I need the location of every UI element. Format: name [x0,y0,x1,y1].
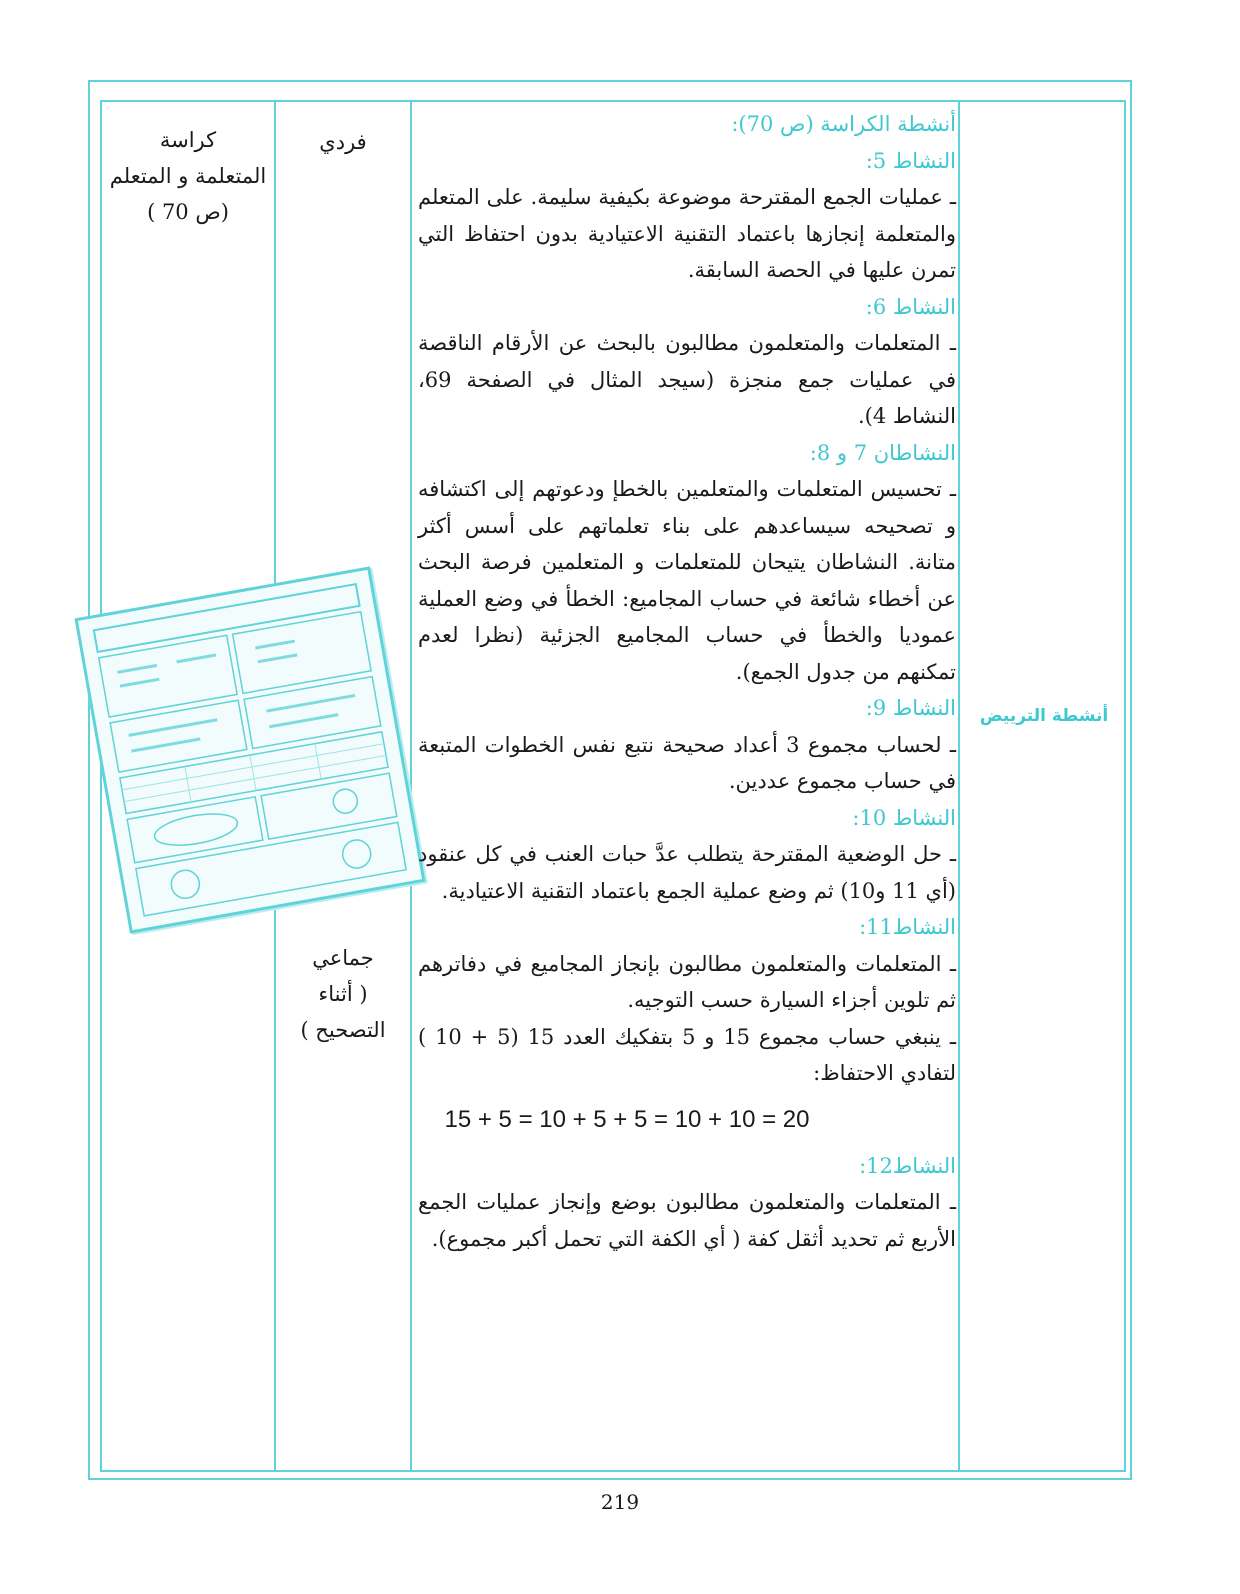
activity-title: النشاط11: [859,915,956,939]
workbook-page-sketch [78,570,422,930]
activity-text: ـ لحساب مجموع 3 أعداد صحيحة نتبع نفس الخطوات المتبعة في حساب مجموع عددين. [418,732,956,793]
activities-heading: أنشطة الكراسة (ص 70): [731,112,956,136]
column-divider [410,100,412,1472]
activity-text: ـ المتعلمات والمتعلمون مطالبون بوضع وإنجاز عمليات الجمع الأربع ثم تحديد أثقل كفة ( أي الكفة التي تحمل أكبر مجموع). [418,1190,956,1251]
activity-title: النشاط 9: [865,696,956,720]
activities-content [418,106,956,1257]
activity-text: ـ المتعلمات والمتعلمون مطالبون بإنجاز المجاميع في دفاترهم ثم تلوين أجزاء السيارة حسب التوجيه. [418,951,956,1012]
activity-text: ـ تحسيس المتعلمات والمتعلمين بالخطإ ودعوتهم إلى اكتشافه و تصحيحه سيساعدهم على بناء تعلماتهم على أسس أكثر متانة. النشاطان يتيحان للمتعلمات و المتعلمين فرصة البحث عن أخطاء شائعة في حساب المجاميع: الخطأ في وضع العملية عموديا والخطأ في حساب المجاميع الجزئية (نظرا لعدم تمكنهم من جدول الجمع). [418,477,956,684]
materials-cell [102,122,274,230]
materials-line: كراسة [159,128,217,152]
activity-text: ـ المتعلمات والمتعلمون مطالبون بالبحث عن الأرقام الناقصة في عمليات جمع منجزة (سيجد المثال في الصفحة 69، النشاط 4). [418,331,956,428]
work-mode-group: جماعي ( أثناء التصحيح ) [300,946,386,1042]
activity-title: النشاط 6: [865,294,956,319]
column-divider [958,100,960,1472]
equation: 15 + 5 = 10 + 5 + 5 = 10 + 10 = 20 [444,1105,810,1133]
activity-title: النشاط 5: [865,148,956,173]
activity-title: النشاطان 7 و 8: [809,440,956,465]
materials-line: المتعلمة و المتعلم [109,164,267,188]
page-number: 219 [600,1490,640,1514]
activity-title: النشاط 10: [852,805,956,830]
section-label: أنشطة الترييض [979,706,1109,726]
workbook-page-thumbnail [74,566,425,933]
activity-text: ـ حل الوضعية المقترحة يتطلب عدَّ حبات العنب في كل عنقود (أي 11 و10) ثم وضع عملية الجمع باعتماد التقنية الاعتيادية. [418,842,956,903]
activity-title: النشاط12: [859,1153,956,1178]
activity-text: ـ عمليات الجمع المقترحة موضوعة بكيفية سليمة. على المتعلم والمتعلمة إنجازها باعتماد التقنية الاعتيادية بدون احتفاظ التي تمرن عليها في الحصة السابقة. [418,185,956,282]
materials-line: (ص 70 ) [147,200,229,224]
work-mode-individual: فردي [319,130,367,154]
activity-text: ـ ينبغي حساب مجموع 15 و 5 بتفكيك العدد 15 (5 + 10 ) لتفادي الاحتفاظ: [418,1024,957,1085]
